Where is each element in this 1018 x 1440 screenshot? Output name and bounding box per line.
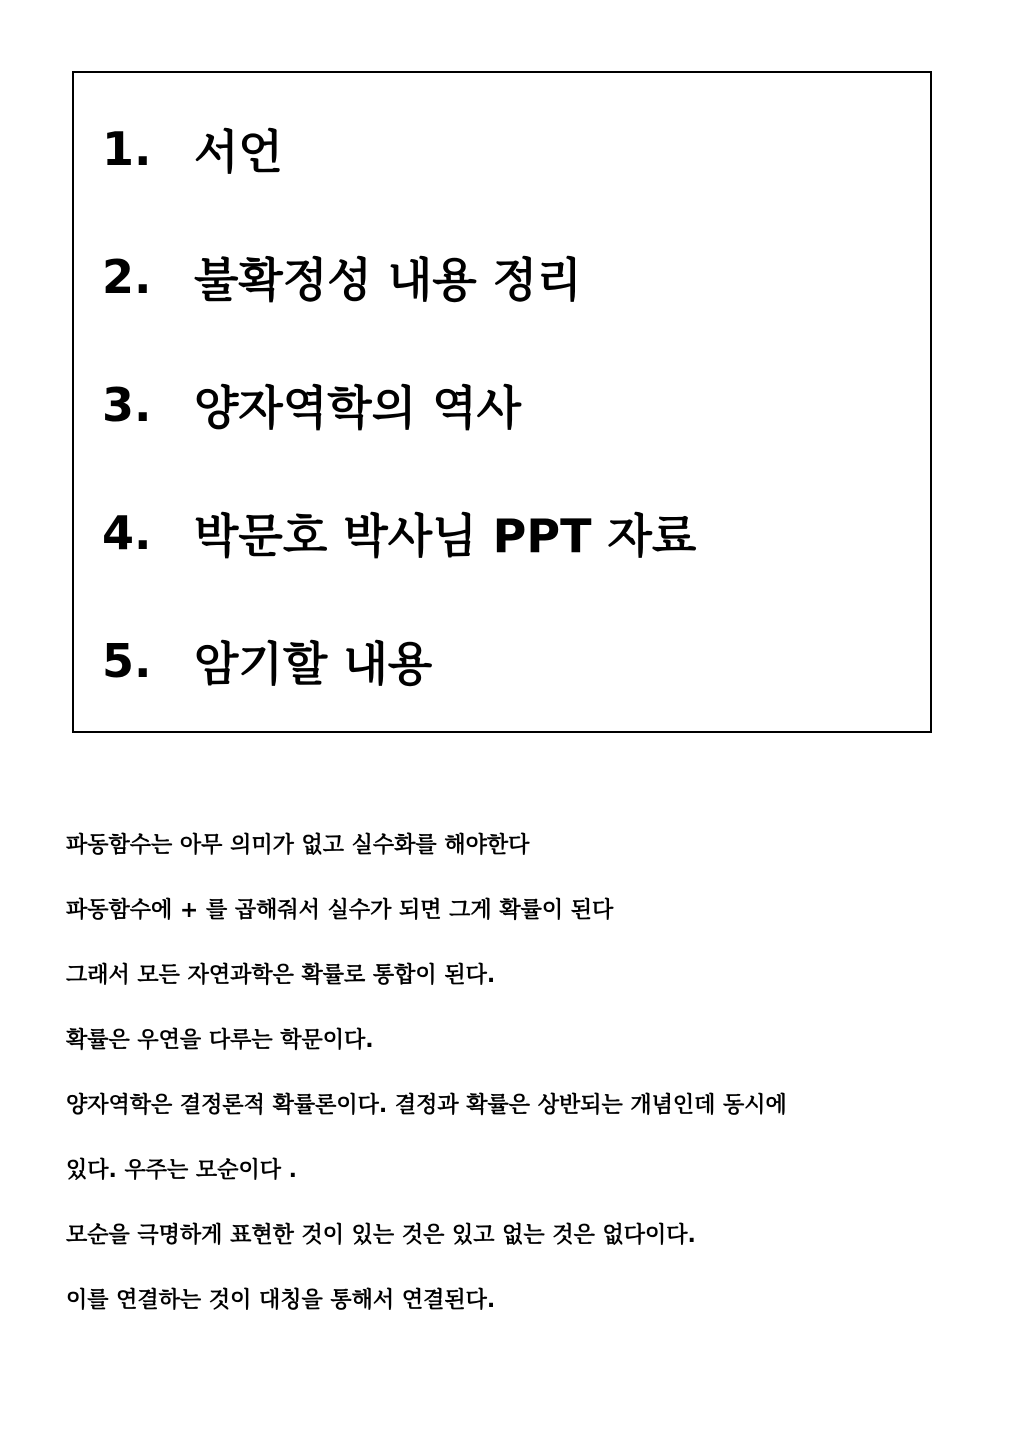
toc-item-number: 5.	[102, 634, 152, 688]
toc-item-number: 2.	[102, 250, 152, 304]
body-paragraph-line: 모순을 극명하게 표현한 것이 있는 것은 있고 없는 것은 없다이다.	[66, 1223, 696, 1248]
table-of-contents-box	[72, 71, 932, 733]
toc-item-2	[102, 237, 582, 317]
body-paragraph-line: 확률은 우연을 다루는 학문이다.	[66, 1028, 374, 1053]
toc-item-title: 암기할 내용	[194, 637, 433, 691]
body-paragraph-line: 그래서 모든 자연과학은 확률로 통합이 된다.	[66, 963, 496, 988]
body-paragraph-line: 있다. 우주는 모순이다 .	[66, 1158, 297, 1183]
body-paragraph-line: 파동함수에 + 를 곱해줘서 실수가 되면 그게 확률이 된다	[66, 898, 614, 923]
toc-item-3	[102, 365, 521, 445]
body-paragraph-line: 양자역학은 결정론적 확률론이다. 결정과 확률은 상반되는 개념인데 동시에	[66, 1093, 787, 1118]
toc-item-title: 서언	[194, 125, 283, 179]
toc-item-5	[102, 621, 432, 701]
toc-item-1	[102, 109, 283, 189]
toc-item-number: 4.	[102, 506, 152, 560]
toc-item-title: 양자역학의 역사	[194, 381, 522, 435]
body-paragraph-line: 이를 연결하는 것이 대칭을 통해서 연결된다.	[66, 1288, 496, 1313]
toc-item-number: 1.	[102, 122, 152, 176]
toc-item-4	[102, 493, 696, 573]
toc-item-title: 불확정성 내용 정리	[194, 253, 582, 307]
body-paragraph-line: 파동함수는 아무 의미가 없고 실수화를 해야한다	[66, 833, 530, 858]
toc-item-title: 박문호 박사님 PPT 자료	[194, 509, 697, 563]
toc-item-number: 3.	[102, 378, 152, 432]
